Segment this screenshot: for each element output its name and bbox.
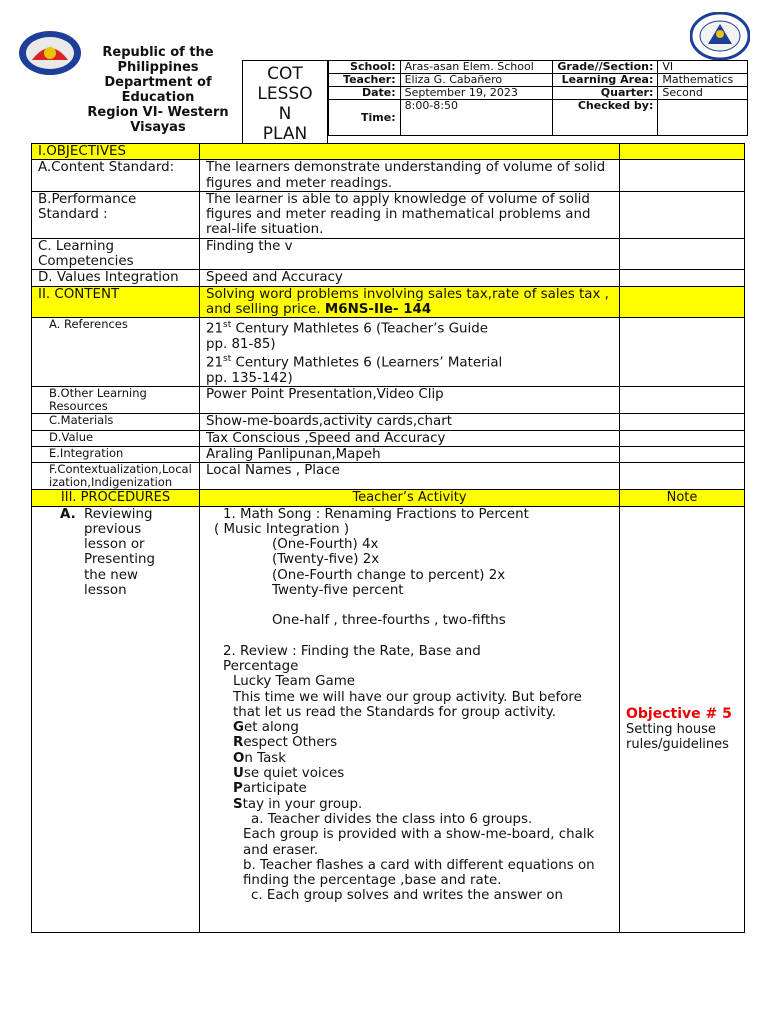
value-label: D.Value bbox=[32, 430, 200, 446]
rule-text: articipate bbox=[242, 781, 307, 797]
values-integration-text: Speed and Accuracy bbox=[200, 270, 620, 286]
procedure-step bbox=[32, 506, 200, 932]
activity-line: (Twenty-five) 2x bbox=[272, 552, 380, 568]
cot-title-line: PLAN bbox=[262, 124, 308, 144]
references-text bbox=[200, 318, 620, 387]
activity-line: Percentage bbox=[223, 658, 299, 674]
cot-title-line: N bbox=[278, 104, 292, 124]
info-row bbox=[329, 61, 748, 74]
references-label: A. References bbox=[32, 318, 200, 387]
teachers-activity-heading: Teacher’s Activity bbox=[200, 490, 620, 506]
content-topic bbox=[200, 286, 620, 318]
values-integration-row bbox=[32, 270, 745, 286]
agency-line: Republic of the bbox=[102, 45, 214, 60]
materials-row bbox=[32, 414, 745, 430]
rule-initial: U bbox=[233, 766, 244, 782]
ref-number: 21 bbox=[206, 355, 224, 371]
other-resources-text: Power Point Presentation,Video Clip bbox=[200, 387, 620, 414]
other-resources-row bbox=[32, 387, 745, 414]
content-heading-row bbox=[32, 286, 745, 318]
agency-line: Department of bbox=[104, 75, 212, 90]
content-standard-label: A.Content Standard: bbox=[32, 160, 200, 192]
content-topic-text: Solving word problems involving sales tax,rate of sales tax , and selling price. bbox=[206, 286, 609, 317]
learning-competencies-label: C. Learning Competencies bbox=[32, 238, 200, 270]
ref-suffix: st bbox=[223, 320, 232, 331]
info-key: Teacher: bbox=[329, 74, 401, 87]
activity-line: This time we will have our group activity. But before that let us read the Standards for group activity. bbox=[233, 689, 582, 720]
performance-standard-label: B.Performance Standard : bbox=[32, 191, 200, 238]
contextualization-text: Local Names , Place bbox=[200, 463, 620, 490]
activity-line: 1. Math Song : Renaming Fractions to Percent bbox=[223, 506, 529, 522]
cot-title-line: COT bbox=[267, 64, 303, 84]
objectives-heading: I.OBJECTIVES bbox=[32, 144, 200, 160]
contextualization-label: F.Contextualization,Localization,Indigenization bbox=[32, 463, 200, 490]
info-key: Learning Area: bbox=[553, 74, 658, 87]
agency-line: Visayas bbox=[130, 120, 186, 135]
rule-item bbox=[233, 720, 613, 735]
activity-line: 2. Review : Finding the Rate, Base and bbox=[223, 643, 481, 659]
procedure-step-row bbox=[32, 506, 745, 932]
rule-item bbox=[233, 797, 613, 812]
info-key: School: bbox=[329, 61, 401, 74]
value-text: Tax Conscious ,Speed and Accuracy bbox=[200, 430, 620, 446]
integration-label: E.Integration bbox=[32, 446, 200, 462]
activity-line: Lucky Team Game bbox=[233, 674, 356, 690]
procedure-substep: c. Each group solves and writes the answer on bbox=[251, 888, 563, 904]
ref-pages: pp. 81-85) bbox=[206, 337, 276, 353]
rule-initial: O bbox=[233, 750, 245, 766]
activity-line: (One-Fourth change to percent) 2x bbox=[272, 567, 506, 583]
rule-text: espect Others bbox=[243, 735, 338, 751]
learning-competencies-text: Finding the v bbox=[200, 238, 620, 270]
rule-text: tay in your group. bbox=[242, 796, 363, 812]
info-value: 8:00-8:50 bbox=[400, 100, 553, 136]
materials-text: Show-me-boards,activity cards,chart bbox=[200, 414, 620, 430]
info-key: Quarter: bbox=[553, 87, 658, 100]
rule-item bbox=[233, 735, 613, 750]
note-text: Setting house rules/guidelines bbox=[626, 721, 729, 753]
info-row bbox=[329, 100, 748, 136]
info-key: Checked by: bbox=[553, 100, 658, 136]
competency-code: M6NS-IIe- 144 bbox=[324, 301, 432, 317]
step-letter: A. bbox=[60, 506, 76, 522]
info-key: Date: bbox=[329, 87, 401, 100]
rule-item bbox=[233, 766, 613, 781]
rule-item bbox=[233, 751, 613, 766]
ref-suffix: st bbox=[223, 354, 232, 365]
info-row bbox=[329, 87, 748, 100]
integration-text: Araling Panlipunan,Mapeh bbox=[200, 446, 620, 462]
checked-by-value bbox=[658, 100, 748, 136]
deped-seal-logo bbox=[690, 12, 750, 60]
agency-header bbox=[68, 45, 248, 135]
rule-text: se quiet voices bbox=[243, 766, 345, 782]
agency-line: Education bbox=[121, 90, 195, 105]
rule-text: et along bbox=[244, 720, 299, 736]
rule-initial: P bbox=[233, 781, 243, 797]
group-rules bbox=[206, 720, 613, 812]
performance-standard-row bbox=[32, 191, 745, 238]
ref-pages: pp. 135-142) bbox=[206, 371, 293, 387]
info-key: Time: bbox=[329, 100, 401, 136]
procedures-heading: III. PROCEDURES bbox=[32, 490, 200, 506]
contextualization-row bbox=[32, 463, 745, 490]
values-integration-label: D. Values Integration bbox=[32, 270, 200, 286]
materials-label: C.Materials bbox=[32, 414, 200, 430]
procedure-substep: b. Teacher flashes a card with different equations on finding the percentage ,base and rate. bbox=[243, 857, 595, 889]
learning-competencies-row bbox=[32, 238, 745, 270]
performance-standard-text: The learner is able to apply knowledge of volume of solid figures and meter reading in mathematical problems and real-life situation. bbox=[200, 191, 620, 238]
rule-item bbox=[233, 781, 613, 796]
other-resources-label: B.Other Learning Resources bbox=[32, 387, 200, 414]
note-cell bbox=[620, 506, 745, 932]
ref-title: Century Mathletes 6 (Learners’ Material bbox=[231, 355, 503, 371]
activity-line: One-half , three-fourths , two-fifths bbox=[272, 613, 506, 629]
content-standard-row bbox=[32, 160, 745, 192]
procedure-substep: a. Teacher divides the class into 6 groups. bbox=[251, 811, 533, 827]
note-heading: Note bbox=[620, 490, 745, 506]
objectives-heading-row bbox=[32, 144, 745, 160]
lesson-info-table bbox=[328, 60, 748, 136]
lesson-plan-table bbox=[31, 143, 745, 933]
info-value: Second bbox=[658, 87, 748, 100]
rule-text: n Task bbox=[244, 750, 287, 766]
content-standard-text: The learners demonstrate understanding of volume of solid figures and meter readings. bbox=[200, 160, 620, 192]
cot-title-box bbox=[242, 60, 328, 146]
rule-initial: S bbox=[233, 796, 243, 812]
objective-note: Objective # 5 bbox=[626, 705, 732, 722]
activity-line: ( Music Integration ) bbox=[214, 521, 350, 537]
procedure-substep: Each group is provided with a show-me-board, chalk and eraser. bbox=[243, 827, 595, 858]
info-value: Eliza G. Cabañero bbox=[400, 74, 553, 87]
references-row bbox=[32, 318, 745, 387]
ref-number: 21 bbox=[206, 321, 224, 337]
activity-line: (One-Fourth) 4x bbox=[272, 537, 379, 553]
value-row bbox=[32, 430, 745, 446]
info-value: Mathematics bbox=[658, 74, 748, 87]
info-value: VI bbox=[658, 61, 748, 74]
activity-line: Twenty-five percent bbox=[272, 583, 404, 599]
agency-line: Region VI- Western bbox=[87, 105, 229, 120]
procedures-heading-row bbox=[32, 490, 745, 506]
info-key: Grade//Section: bbox=[553, 61, 658, 74]
integration-row bbox=[32, 446, 745, 462]
teachers-activity bbox=[200, 506, 620, 932]
step-text: Reviewing previous lesson or Presenting the new lesson bbox=[84, 506, 155, 599]
info-value: September 19, 2023 bbox=[400, 87, 553, 100]
rule-initial: G bbox=[233, 720, 244, 736]
info-row bbox=[329, 74, 748, 87]
ref-title: Century Mathletes 6 (Teacher’s Guide bbox=[231, 321, 488, 337]
rule-initial: R bbox=[233, 735, 244, 751]
info-value: Aras-asan Elem. School bbox=[400, 61, 553, 74]
content-heading: II. CONTENT bbox=[32, 286, 200, 318]
agency-line: Philippines bbox=[117, 60, 199, 75]
cot-title-line: LESSO bbox=[257, 84, 313, 104]
